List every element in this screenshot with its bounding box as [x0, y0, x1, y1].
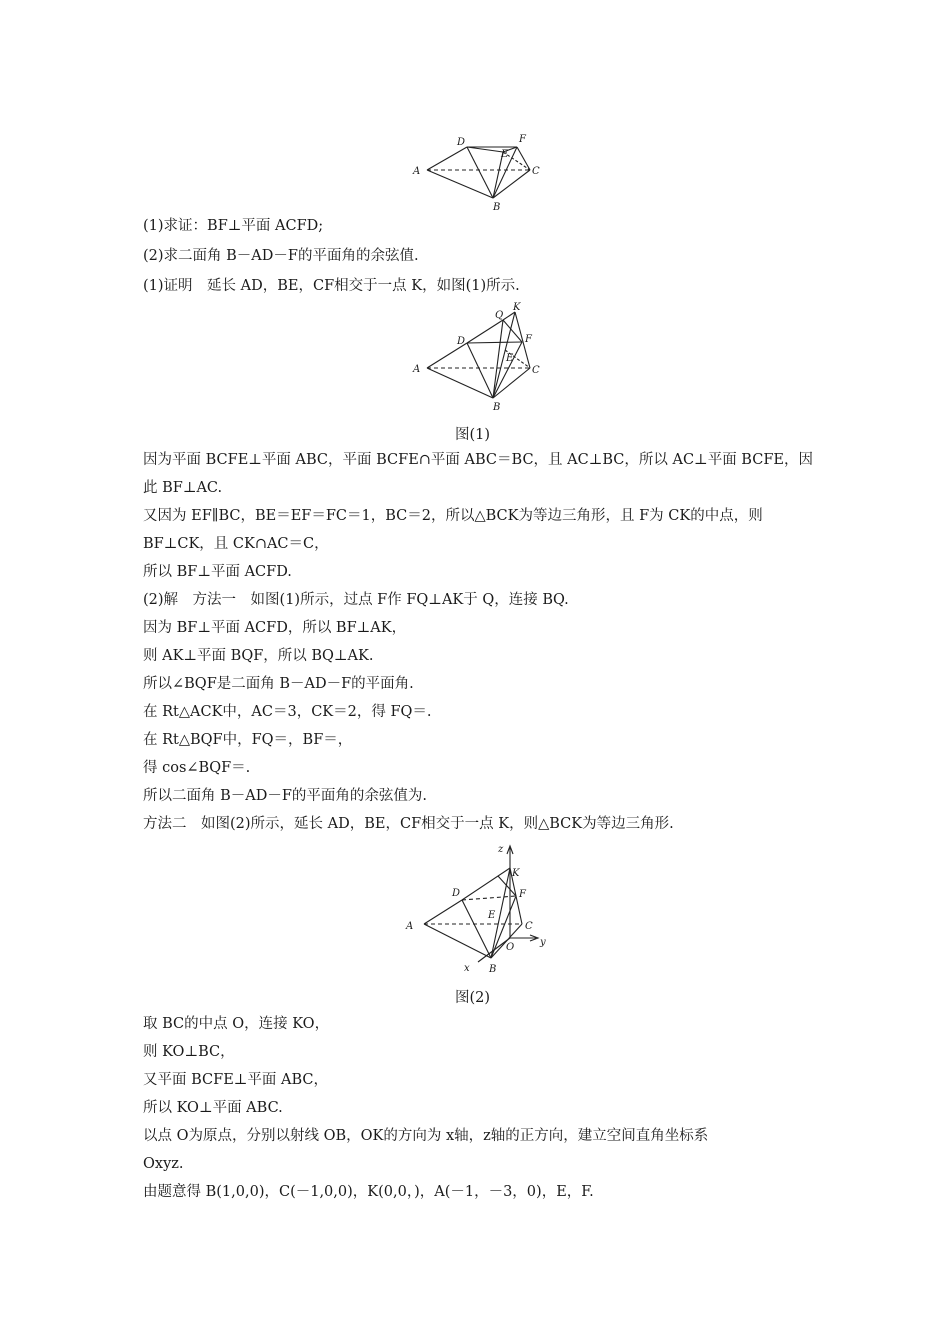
vertex-label-f: F [519, 134, 526, 145]
vertex-label-k: K [513, 302, 521, 313]
axis-label-x: x [464, 963, 470, 974]
vertex-label-e: E [501, 149, 509, 160]
text-line: 取 BC的中点 O，连接 KO， [143, 1016, 330, 1032]
text-line: 所以 BF⊥平面 ACFD. [143, 564, 292, 580]
text-line: 得 cos∠BQF＝. [143, 760, 251, 776]
text-line: 又平面 BCFE⊥平面 ABC， [143, 1072, 329, 1088]
vertex-label-e: E [506, 353, 514, 364]
figure-prism [405, 130, 555, 215]
text-line: 方法二 如图(2)所示，延长 AD，BE，CF相交于一点 K，则△BCK为等边三角形. [143, 816, 674, 832]
text-line: 则 AK⊥平面 BQF，所以 BQ⊥AK. [143, 648, 374, 664]
vertex-label-b: B [493, 402, 501, 413]
text-line: 所以∠BQF是二面角 B－AD－F的平面角. [143, 676, 414, 692]
vertex-label-a: A [413, 166, 421, 177]
vertex-label-o: O [506, 942, 515, 953]
text-line: Oxyz. [143, 1156, 184, 1172]
text-line: 在 Rt△BQF中，FQ＝，BF＝， [143, 732, 353, 748]
vertex-label-f: F [519, 889, 526, 900]
text-line: 此 BF⊥AC. [143, 480, 223, 496]
figure-2-caption: 图(2) [455, 990, 491, 1006]
vertex-label-c: C [525, 921, 533, 932]
text-line: (1)求证：BF⊥平面 ACFD; [143, 218, 324, 234]
text-line: 又因为 EF∥BC，BE＝EF＝FC＝1，BC＝2，所以△BCK为等边三角形，且 F为 CK的中点，则 [143, 508, 763, 524]
figure-1-caption: 图(1) [455, 427, 491, 443]
vertex-label-k: K [512, 868, 520, 879]
vertex-label-q: Q [495, 310, 504, 321]
axis-label-y: y [540, 937, 546, 948]
vertex-label-b: B [493, 202, 501, 213]
text-line: 在 Rt△ACK中，AC＝3，CK＝2，得 FQ＝. [143, 704, 432, 720]
figure-1 [405, 300, 555, 415]
vertex-label-e: E [488, 910, 496, 921]
text-line: 以点 O为原点，分别以射线 OB，OK的方向为 x轴，z轴的正方向，建立空间直角坐标系 [143, 1128, 709, 1144]
vertex-label-f: F [525, 334, 532, 345]
vertex-label-b: B [489, 964, 497, 975]
vertex-label-a: A [406, 921, 414, 932]
axis-label-z: z [498, 844, 504, 855]
text-line: 所以 KO⊥平面 ABC. [143, 1100, 283, 1116]
text-line: (2)求二面角 B－AD－F的平面角的余弦值. [143, 248, 419, 264]
figure-2 [398, 838, 558, 978]
text-line: 由题意得 B(1,0,0)，C(－1,0,0)，K(0,0，)，A(－1，－3，0)，E，F. [143, 1184, 594, 1200]
text-line: (1)证明 延长 AD，BE，CF相交于一点 K，如图(1)所示. [143, 278, 520, 294]
text-line: 因为 BF⊥平面 ACFD，所以 BF⊥AK， [143, 620, 407, 636]
text-line: 则 KO⊥BC， [143, 1044, 235, 1060]
text-line: 所以二面角 B－AD－F的平面角的余弦值为. [143, 788, 428, 804]
text-line: (2)解 方法一 如图(1)所示，过点 F作 FQ⊥AK于 Q，连接 BQ. [143, 592, 569, 608]
text-line: BF⊥CK，且 CK∩AC＝C， [143, 536, 329, 552]
vertex-label-d: D [452, 888, 461, 899]
vertex-label-d: D [457, 336, 466, 347]
vertex-label-c: C [532, 166, 540, 177]
vertex-label-d: D [457, 137, 466, 148]
vertex-label-c: C [532, 365, 540, 376]
text-line: 因为平面 BCFE⊥平面 ABC，平面 BCFE∩平面 ABC＝BC，且 AC⊥BC，所以 AC⊥平面 BCFE，因 [143, 452, 813, 468]
vertex-label-a: A [413, 364, 421, 375]
